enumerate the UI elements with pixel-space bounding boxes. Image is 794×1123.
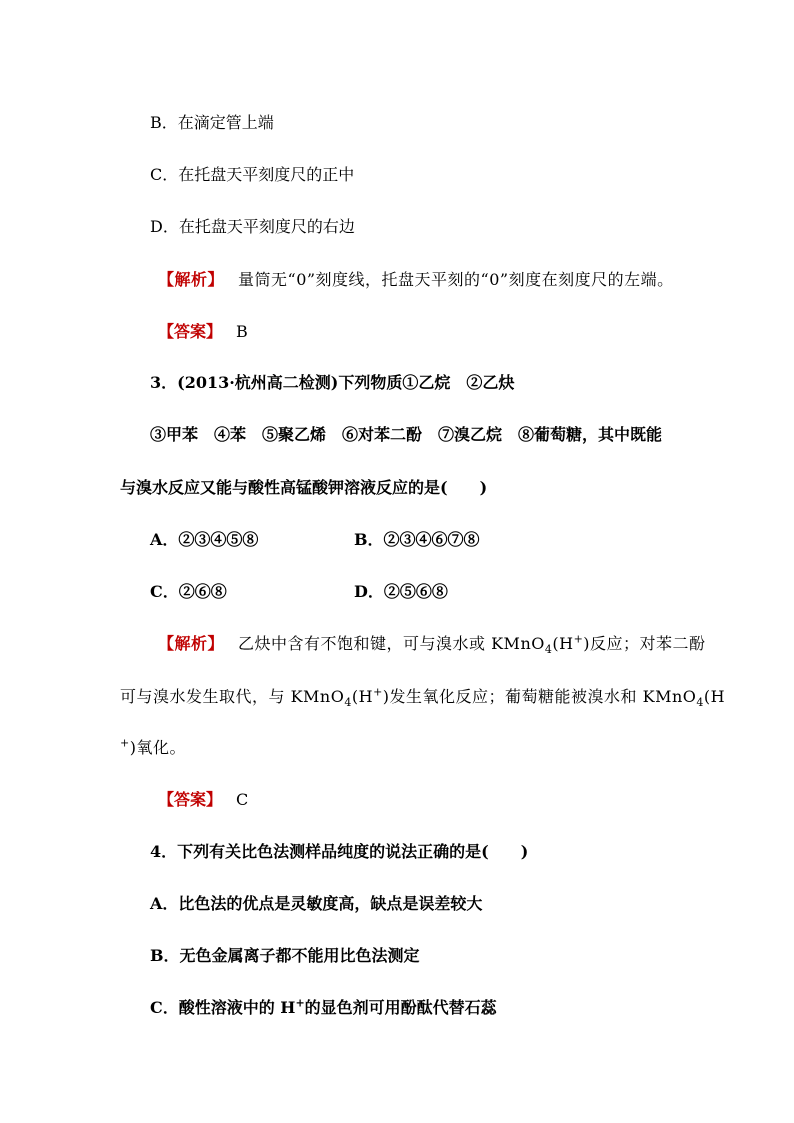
q3-explanation-line2: [120, 685, 726, 710]
q4-stem: 4．下列有关比色法测样品纯度的说法正确的是( ): [150, 842, 529, 861]
q3-option-a: A．②③④⑤⑧: [150, 530, 259, 549]
q3-answer: [158, 790, 248, 810]
q3-stem-line2: ③甲苯 ④苯 ⑤聚乙烯 ⑥对苯二酚 ⑦溴乙烷 ⑧葡萄糖，其中既能: [150, 425, 663, 444]
q3-stem-line1: 3．(2013·杭州高二检测)下列物质①乙烷 ②乙炔: [150, 373, 515, 392]
answer-tag: 【答案】: [158, 322, 223, 341]
q2-option-c: C．在托盘天平刻度尺的正中: [150, 165, 355, 184]
explanation-text: 可与溴水发生取代，与 KMnO: [120, 687, 345, 706]
explanation-text: )发生氧化反应；葡萄糖能被溴水和 KMnO: [382, 687, 697, 706]
q3-option-b: B．②③④⑥⑦⑧: [354, 530, 480, 549]
explanation-text: )氧化。: [129, 738, 186, 757]
explanation-text: (H: [552, 634, 574, 653]
q4-option-c: [150, 998, 497, 1018]
subscript: 4: [696, 696, 704, 710]
q3-explanation-line1: [158, 632, 706, 657]
q3-option-d: D．②⑤⑥⑧: [354, 582, 448, 601]
q2-option-b: B．在滴定管上端: [150, 113, 274, 132]
q2-option-d: D．在托盘天平刻度尺的右边: [150, 217, 355, 236]
q4-option-b: B．无色金属离子都不能用比色法测定: [150, 946, 420, 965]
subscript: 4: [344, 696, 352, 710]
option-text: 的显色剂可用酚酞代替石蕊: [304, 998, 497, 1017]
subscript: 4: [544, 643, 553, 657]
option-text: C．酸性溶液中的 H: [150, 998, 296, 1017]
explanation-text: 乙炔中含有不饱和键，可与溴水或 KMnO: [238, 634, 545, 653]
explanation-tag: 【解析】: [158, 270, 225, 289]
q2-explanation: [158, 270, 674, 290]
superscript: +: [573, 632, 584, 646]
answer-text: C: [236, 790, 249, 809]
explanation-text: (H: [351, 687, 374, 706]
q2-answer: [158, 322, 248, 342]
explanation-tag: 【解析】: [158, 634, 225, 653]
answer-tag: 【答案】: [158, 790, 223, 809]
superscript: +: [373, 685, 383, 699]
explanation-text: 量筒无“0”刻度线，托盘天平刻的“0”刻度在刻度尺的左端。: [238, 270, 674, 289]
superscript: +: [120, 736, 130, 750]
q3-option-c: C．②⑥⑧: [150, 582, 227, 601]
superscript: +: [295, 996, 305, 1010]
q4-option-a: A．比色法的优点是灵敏度高，缺点是误差较大: [150, 894, 483, 913]
answer-text: B: [236, 322, 248, 341]
q3-explanation-line3: [120, 738, 186, 758]
explanation-text: (H: [703, 687, 726, 706]
q3-stem-line3: 与溴水反应又能与酸性高锰酸钾溶液反应的是( ): [120, 478, 488, 497]
explanation-text: )反应；对苯二酚: [583, 634, 706, 653]
